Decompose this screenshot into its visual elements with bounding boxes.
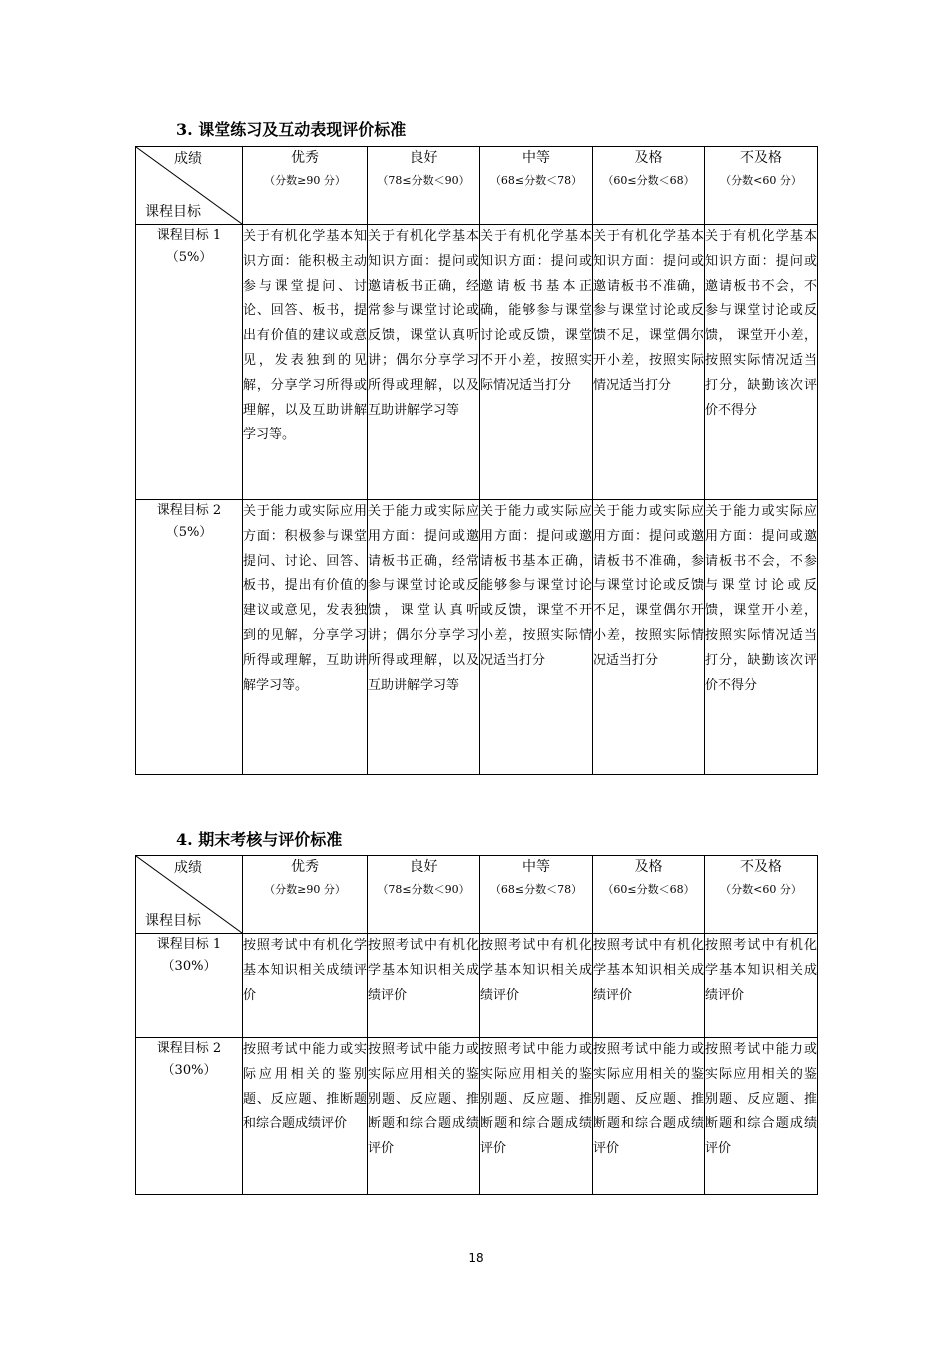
criteria-cell: 按照考试中有机化学基本知识相关成绩评价: [368, 934, 480, 1038]
grade-header-medium: [480, 147, 593, 225]
grade-label: 及格: [634, 859, 663, 875]
grade-range: （分数<60 分）: [720, 883, 802, 896]
grade-header-good: [368, 147, 480, 225]
grade-header-pass: [593, 856, 705, 934]
grade-label: 优秀: [291, 859, 319, 875]
grade-label: 不及格: [740, 859, 782, 875]
grade-label: 中等: [522, 859, 550, 875]
grade-range: （分数<60 分）: [720, 174, 802, 187]
course-goal-cell: [136, 500, 243, 775]
criteria-cell: 关于能力或实际应用方面：提问或邀请板书正确，经常参与课堂讨论或反馈，课堂认真听讲；偶尔分享学习所得或理解，以及互助讲解学习等: [368, 500, 480, 775]
grade-label: 不及格: [740, 150, 782, 166]
course-goal-cell: [136, 934, 243, 1038]
grade-range: （78≤分数＜90）: [377, 883, 470, 896]
grade-header-fail: [705, 856, 818, 934]
grade-range: （分数≥90 分）: [264, 174, 346, 187]
table-row: [136, 934, 818, 1038]
criteria-cell: 按照考试中有机化学基本知识相关成绩评价: [593, 934, 705, 1038]
page-number: 18: [468, 1251, 484, 1265]
grade-range: （分数≥90 分）: [264, 883, 346, 896]
grade-label: 良好: [409, 150, 438, 166]
course-goal-weight: （30%）: [161, 959, 217, 974]
grade-range: （78≤分数＜90）: [377, 174, 470, 187]
course-goal-weight: （5%）: [165, 250, 213, 265]
course-goal-weight: （30%）: [161, 1063, 217, 1078]
criteria-cell: 关于有机化学基本知识方面：提问或邀请板书正确，经常参与课堂讨论或反馈，课堂认真听讲；偶尔分享学习所得或理解，以及互助讲解学习等: [368, 225, 480, 500]
criteria-cell: 按照考试中能力或实际应用相关的鉴别题、反应题、推断题和综合题成绩评价: [480, 1038, 593, 1195]
criteria-cell: 按照考试中有机化学基本知识相关成绩评价: [243, 934, 368, 1038]
criteria-cell: 关于有机化学基本知识方面：能积极主动参与课堂提问、讨论、回答、板书，提出有价值的建议或意见，发表独到的见解，分享学习所得或理解，以及互助讲解学习等。: [243, 225, 368, 500]
criteria-cell: 按照考试中有机化学基本知识相关成绩评价: [705, 934, 818, 1038]
course-goal-label: 课程目标 2: [156, 503, 222, 518]
criteria-cell: 关于能力或实际应用方面：积极参与课堂提问、讨论、回答、板书，提出有价值的建议或意见，发表独到的见解，分享学习所得或理解，互助讲解学习等。: [243, 500, 368, 775]
table-header-row: [136, 856, 818, 934]
criteria-cell: 关于有机化学基本知识方面：提问或邀请板书不会，不参与课堂讨论或反馈， 课堂开小差，按照实际情况适当打分，缺勤该次评价不得分: [705, 225, 818, 500]
header-corner-cell: [136, 147, 243, 225]
grade-range: （68≤分数＜78）: [489, 883, 583, 896]
grade-range: （60≤分数＜68）: [602, 883, 695, 896]
grade-range: （68≤分数＜78）: [489, 174, 583, 187]
corner-label-grade: 成绩: [174, 151, 202, 167]
criteria-cell: 关于有机化学基本知识方面：提问或邀请板书基本正确，能够参与课堂讨论或反馈，课堂不开小差，按照实际情况适当打分: [480, 225, 593, 500]
grade-label: 中等: [522, 150, 550, 166]
section-4-title: 4. 期末考核与评价标准: [176, 830, 343, 849]
classroom-evaluation-table: [135, 146, 818, 775]
grade-label: 及格: [634, 150, 663, 166]
criteria-cell: 按照考试中能力或实际应用相关的鉴别题、反应题、推断题和综合题成绩评价: [593, 1038, 705, 1195]
grade-header-excellent: [243, 856, 368, 934]
criteria-cell: 按照考试中能力或实际应用相关的鉴别题、反应题、推断题和综合题成绩评价: [705, 1038, 818, 1195]
table-row: [136, 500, 818, 775]
course-goal-label: 课程目标 1: [156, 228, 222, 243]
section-3-title: 3. 课堂练习及互动表现评价标准: [176, 120, 407, 139]
corner-label-goal: 课程目标: [145, 913, 201, 929]
grade-header-fail: [705, 147, 818, 225]
criteria-cell: 关于能力或实际应用方面：提问或邀请板书基本正确，能够参与课堂讨论或反馈，课堂不开小差，按照实际情况适当打分: [480, 500, 593, 775]
grade-label: 优秀: [291, 150, 319, 166]
course-goal-label: 课程目标 1: [156, 937, 222, 952]
corner-label-goal: 课程目标: [145, 204, 201, 220]
course-goal-weight: （5%）: [165, 525, 213, 540]
criteria-cell: 关于有机化学基本知识方面：提问或邀请板书不准确，参与课堂讨论或反馈不足，课堂偶尔开小差，按照实际情况适当打分: [593, 225, 705, 500]
criteria-cell: 关于能力或实际应用方面：提问或邀请板书不准确，参与课堂讨论或反馈不足，课堂偶尔开小差，按照实际情况适当打分: [593, 500, 705, 775]
header-corner-cell: [136, 856, 243, 934]
grade-range: （60≤分数＜68）: [602, 174, 695, 187]
course-goal-label: 课程目标 2: [156, 1041, 222, 1056]
table-row: [136, 1038, 818, 1195]
course-goal-cell: [136, 1038, 243, 1195]
final-exam-table: [135, 855, 818, 1195]
criteria-cell: 关于能力或实际应用方面：提问或邀请板书不会，不参与课堂讨论或反馈，课堂开小差，按照实际情况适当打分，缺勤该次评价不得分: [705, 500, 818, 775]
course-goal-cell: [136, 225, 243, 500]
grade-header-medium: [480, 856, 593, 934]
table-header-row: [136, 147, 818, 225]
grade-header-good: [368, 856, 480, 934]
grade-label: 良好: [409, 859, 438, 875]
criteria-cell: 按照考试中能力或实际应用相关的鉴别题、反应题、推断题和综合题成绩评价: [243, 1038, 368, 1195]
corner-label-grade: 成绩: [174, 860, 202, 876]
criteria-cell: 按照考试中有机化学基本知识相关成绩评价: [480, 934, 593, 1038]
criteria-cell: 按照考试中能力或实际应用相关的鉴别题、反应题、推断题和综合题成绩评价: [368, 1038, 480, 1195]
grade-header-pass: [593, 147, 705, 225]
grade-header-excellent: [243, 147, 368, 225]
table-row: [136, 225, 818, 500]
